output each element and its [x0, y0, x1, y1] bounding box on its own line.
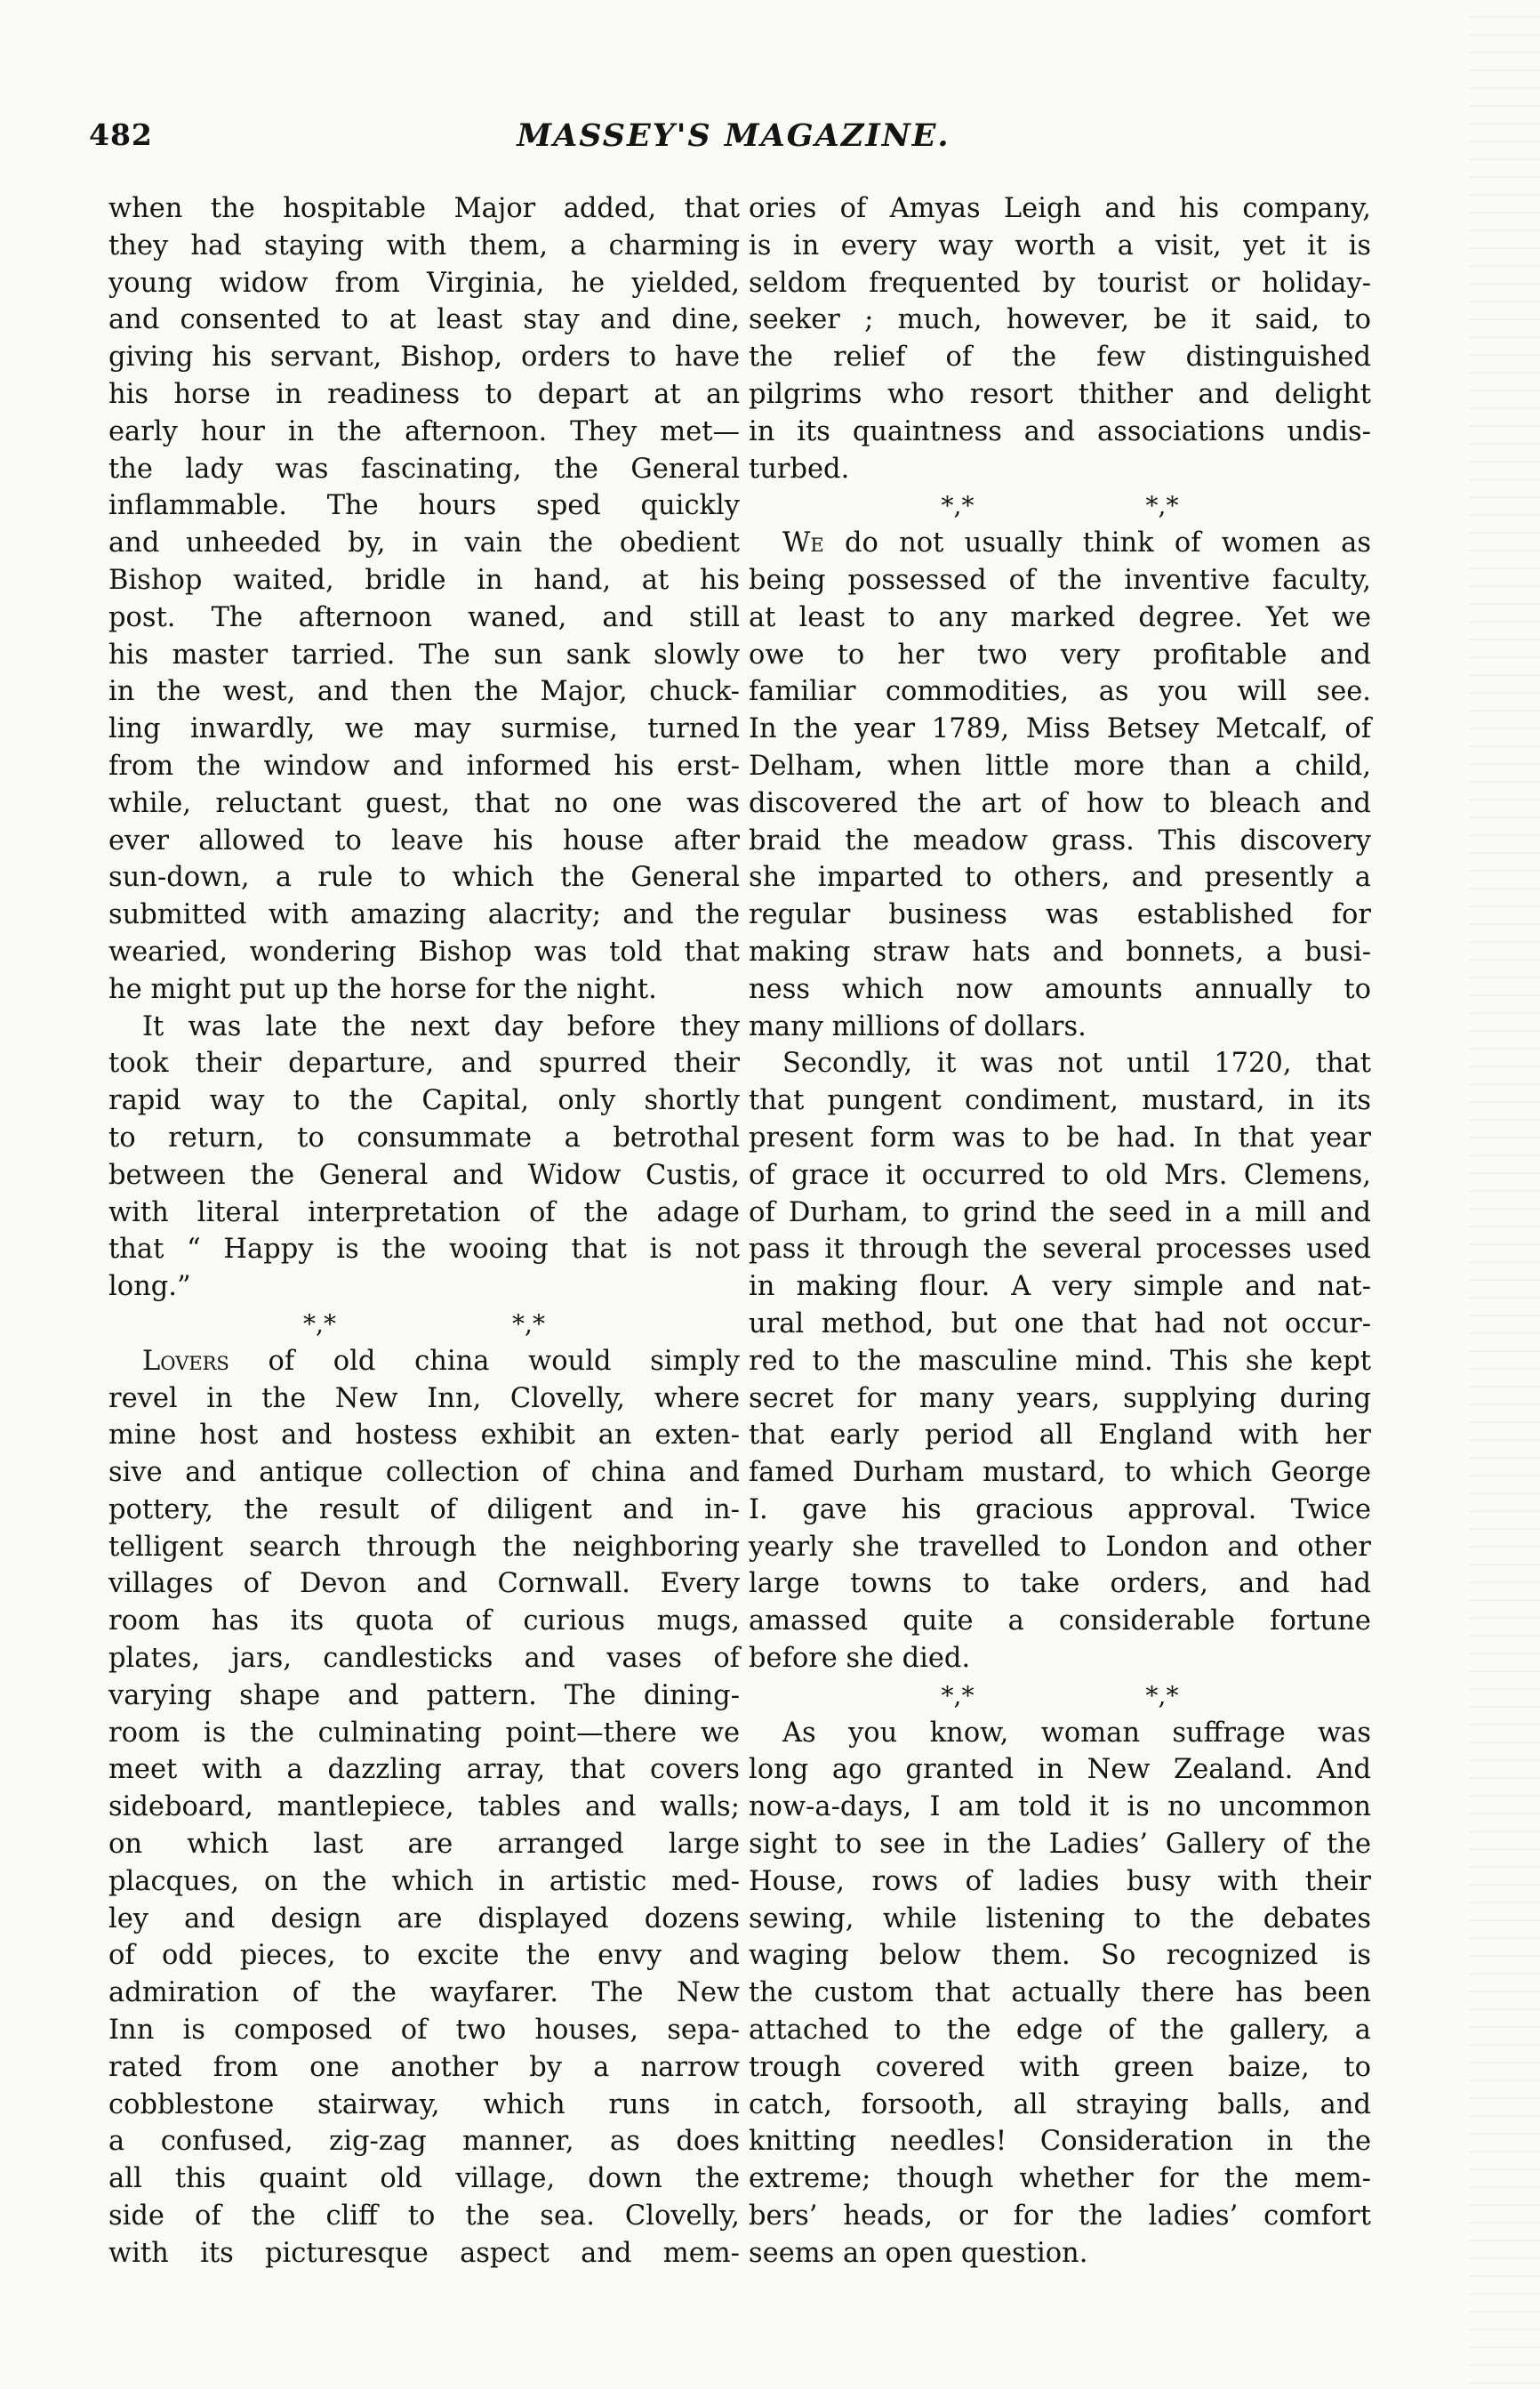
- text-line: sight to see in the Ladies’ Gallery of the: [749, 1829, 1371, 1861]
- text-line: with literal interpretation of the adage: [108, 1196, 740, 1228]
- text-line: before she died.: [749, 1643, 971, 1675]
- text-line: sewing, while listening to the debates: [749, 1902, 1371, 1935]
- text-line: long ago granted in New Zealand. And: [749, 1754, 1371, 1786]
- running-title: MASSEY'S MAGAZINE.: [517, 117, 950, 154]
- text-line: ling inwardly, we may surmise, turned: [108, 713, 740, 745]
- text-line: the lady was fascinating, the General: [108, 453, 740, 485]
- text-line: of odd pieces, to excite the envy and: [108, 1940, 740, 1972]
- text-line: from the window and informed his erst-: [108, 750, 740, 782]
- text-line: a confused, zig-zag manner, as does: [108, 2126, 740, 2158]
- text-line: Secondly, it was not until 1720, that: [782, 1048, 1371, 1080]
- text-line: Inn is composed of two houses, sepa-: [108, 2015, 740, 2047]
- text-line: varying shape and pattern. The dining-: [108, 1679, 740, 1711]
- text-line: turbed.: [749, 453, 850, 485]
- text-line: room is the culminating point—there we: [108, 1717, 740, 1749]
- text-line: Bishop waited, bridle in hand, at his: [108, 564, 740, 596]
- text-line: with its picturesque aspect and mem-: [108, 2237, 740, 2269]
- text-line: present form was to be had. In that year: [749, 1122, 1371, 1154]
- text-line: discovered the art of how to bleach and: [749, 787, 1371, 819]
- text-line: is in every way worth a visit, yet it is: [749, 229, 1371, 261]
- text-line: while, reluctant guest, that no one was: [108, 787, 740, 819]
- text-line: red to the masculine mind. This she kept: [749, 1345, 1371, 1377]
- right-column: [749, 190, 1371, 2272]
- text-line: Delham, when little more than a child,: [749, 750, 1371, 782]
- text-line: all this quaint old village, down the: [108, 2163, 740, 2195]
- text-line: trough covered with green baize, to: [749, 2051, 1371, 2083]
- text-line: As you know, woman suffrage was: [782, 1717, 1371, 1749]
- text-line: ories of Amyas Leigh and his company,: [749, 193, 1371, 224]
- text-line: of grace it occurred to old Mrs. Clemens,: [749, 1159, 1371, 1191]
- asterism: *,*: [941, 491, 975, 521]
- text-line: his horse in readiness to depart at an: [108, 378, 740, 410]
- text-line: in the west, and then the Major, chuck-: [108, 676, 740, 708]
- text-line: House, rows of ladies busy with their: [749, 1865, 1371, 1897]
- text-line: the relief of the few distinguished: [749, 342, 1371, 374]
- text-line: pass it through the several processes used: [749, 1234, 1371, 1266]
- text-line: ural method, but one that had not occur-: [749, 1307, 1371, 1339]
- text-line: in making flour. A very simple and nat-: [749, 1271, 1371, 1303]
- text-line: ever allowed to leave his house after: [108, 824, 740, 857]
- text-line: bers’ heads, or for the ladies’ comfort: [749, 2200, 1371, 2232]
- text-line: seeker ; much, however, be it said, to: [749, 304, 1371, 336]
- text-line: that pungent condiment, mustard, in its: [749, 1085, 1371, 1117]
- text-line: admiration of the wayfarer. The New: [108, 1977, 740, 2009]
- text-line: sun-down, a rule to which the General: [108, 862, 740, 894]
- text-line: famed Durham mustard, to which George: [749, 1457, 1371, 1489]
- text-line: on which last are arranged large: [108, 1829, 740, 1861]
- text-line: and unheeded by, in vain the obedient: [108, 527, 740, 559]
- text-line: extreme; though whether for the mem-: [749, 2163, 1371, 2195]
- text-line: between the General and Widow Custis,: [108, 1159, 740, 1191]
- text-line: In the year 1789, Miss Betsey Metcalf, of: [749, 713, 1371, 745]
- text-line: when the hospitable Major added, that: [108, 193, 740, 224]
- asterism: *,*: [303, 1308, 336, 1339]
- text-line: at least to any marked degree. Yet we: [749, 601, 1371, 633]
- asterism: *,*: [1145, 491, 1179, 521]
- text-line: large towns to take orders, and had: [749, 1568, 1371, 1600]
- text-line: and consented to at least stay and dine,: [108, 304, 740, 336]
- text-line: revel in the New Inn, Clovelly, where: [108, 1382, 740, 1414]
- text-line: placques, on the which in artistic med-: [108, 1865, 740, 1897]
- text-line: plates, jars, candlesticks and vases of: [108, 1643, 740, 1675]
- text-line: they had staying with them, a charming: [108, 229, 740, 261]
- text-line: We do not usually think of women as: [782, 527, 1371, 559]
- text-line: wearied, wondering Bishop was told that: [108, 936, 740, 968]
- text-line: early hour in the afternoon. They met—: [108, 415, 740, 447]
- text-line: making straw hats and bonnets, a busi-: [749, 936, 1371, 968]
- text-line: seldom frequented by tourist or holiday-: [749, 267, 1371, 299]
- text-line: post. The afternoon waned, and still: [108, 601, 740, 633]
- text-line: yearly she travelled to London and other: [749, 1531, 1371, 1563]
- text-line: many millions of dollars.: [749, 1010, 1087, 1042]
- text-line: his master tarried. The sun sank slowly: [108, 639, 740, 671]
- text-line: pilgrims who resort thither and delight: [749, 378, 1371, 410]
- text-line: submitted with amazing alacrity; and the: [108, 899, 740, 931]
- text-line: being possessed of the inventive faculty,: [749, 564, 1371, 596]
- text-line: familiar commodities, as you will see.: [749, 676, 1371, 708]
- text-line: sive and antique collection of china and: [108, 1457, 740, 1489]
- text-line: cobblestone stairway, which runs in: [108, 2088, 740, 2120]
- text-line: regular business was established for: [749, 899, 1371, 931]
- text-line: meet with a dazzling array, that covers: [108, 1754, 740, 1786]
- text-line: rated from one another by a narrow: [108, 2051, 740, 2083]
- text-line: he might put up the horse for the night.: [108, 973, 657, 1005]
- text-line: that early period all England with her: [749, 1420, 1371, 1452]
- text-line: rapid way to the Capital, only shortly: [108, 1085, 740, 1117]
- text-line: she imparted to others, and presently a: [749, 862, 1371, 894]
- text-line: took their departure, and spurred their: [108, 1048, 740, 1080]
- text-line: young widow from Virginia, he yielded,: [108, 267, 740, 299]
- page-edge-texture: [1469, 0, 1540, 2389]
- text-line: of Durham, to grind the seed in a mill and: [749, 1196, 1371, 1228]
- asterism: *,*: [941, 1680, 975, 1710]
- left-column: [108, 190, 740, 2272]
- text-line: to return, to consummate a betrothal: [108, 1122, 740, 1154]
- text-line: owe to her two very profitable and: [749, 639, 1371, 671]
- text-line: that “ Happy is the wooing that is not: [108, 1234, 740, 1266]
- text-line: ness which now amounts annually to: [749, 973, 1371, 1005]
- text-line: braid the meadow grass. This discovery: [749, 824, 1371, 857]
- text-line: waging below them. So recognized is: [749, 1940, 1371, 1972]
- text-line: knitting needles! Consideration in the: [749, 2126, 1371, 2158]
- text-line: mine host and hostess exhibit an exten-: [108, 1420, 740, 1452]
- text-line: ley and design are displayed dozens: [108, 1902, 740, 1935]
- text-line: now-a-days, I am told it is no uncommon: [749, 1791, 1371, 1823]
- text-line: the custom that actually there has been: [749, 1977, 1371, 2009]
- text-line: giving his servant, Bishop, orders to have: [108, 342, 740, 374]
- text-line: sideboard, mantlepiece, tables and walls;: [108, 1791, 740, 1823]
- text-line: inflammable. The hours sped quickly: [108, 490, 740, 522]
- text-line: amassed quite a considerable fortune: [749, 1605, 1371, 1637]
- text-line: side of the cliff to the sea. Clovelly,: [108, 2200, 740, 2232]
- page-header: [89, 117, 1378, 162]
- text-line: It was late the next day before they: [142, 1010, 740, 1042]
- asterism: *,*: [512, 1308, 545, 1339]
- text-line: telligent search through the neighboring: [108, 1531, 740, 1563]
- text-line: long.”: [108, 1271, 191, 1303]
- section-separator: [749, 487, 1371, 525]
- section-separator: [108, 1306, 740, 1343]
- text-line: room has its quota of curious mugs,: [108, 1605, 740, 1637]
- asterism: *,*: [1145, 1680, 1179, 1710]
- text-line: secret for many years, supplying during: [749, 1382, 1371, 1414]
- text-line: catch, forsooth, all straying balls, and: [749, 2088, 1371, 2120]
- page-number: 482: [89, 117, 153, 152]
- text-line: in its quaintness and associations undis-: [749, 415, 1371, 447]
- text-line: Lovers of old china would simply: [142, 1345, 740, 1377]
- text-line: I. gave his gracious approval. Twice: [749, 1493, 1371, 1525]
- text-line: attached to the edge of the gallery, a: [749, 2015, 1371, 2047]
- text-line: pottery, the result of diligent and in-: [108, 1493, 740, 1525]
- section-separator: [749, 1677, 1371, 1715]
- text-line: seems an open question.: [749, 2237, 1088, 2269]
- text-line: villages of Devon and Cornwall. Every: [108, 1568, 740, 1600]
